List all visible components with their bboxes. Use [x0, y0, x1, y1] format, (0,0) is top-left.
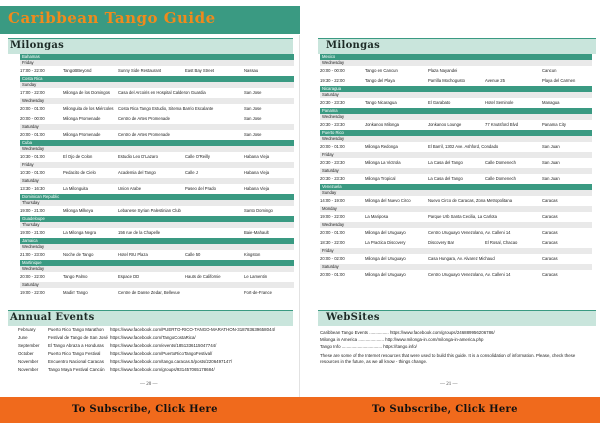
- milonga-cell: Caracas: [542, 214, 558, 219]
- milonga-cell: El Rosal, Chacao: [485, 240, 518, 245]
- milonga-cell: Le Lamentin: [244, 274, 268, 279]
- milonga-cell: 20:00 - 01:00: [320, 272, 345, 277]
- milonga-cell: 21:00 - 23:00: [20, 252, 45, 257]
- milonga-cell: San Jose: [244, 116, 262, 121]
- milonga-cell: Calle Domenech: [485, 176, 516, 181]
- milonga-row: [320, 76, 592, 86]
- milongas-table-right: [320, 54, 592, 280]
- day-label: Saturday: [320, 92, 592, 98]
- guide-title: Caribbean Tango Guide: [8, 9, 216, 27]
- milonga-cell: La Milonga Negra: [63, 230, 97, 235]
- milonga-cell: Santo Domingo: [244, 208, 273, 213]
- day-label: Friday: [320, 152, 592, 158]
- milonga-cell: Costa Rica Tango Estudio, Sitema Barrio Escalante: [118, 106, 214, 111]
- day-label: Wednesday: [20, 244, 294, 250]
- region-header: Venezuela: [320, 184, 592, 190]
- milonga-cell: Centro de Artes Promenade: [118, 116, 170, 121]
- annual-event-cell: October: [18, 351, 34, 356]
- region-header: Jamaica: [20, 238, 294, 244]
- milonga-cell: San Jose: [244, 106, 262, 111]
- milonga-cell: Caracas: [542, 198, 558, 203]
- milonga-cell: Calle 50: [185, 252, 201, 257]
- subscribe-button-left[interactable]: To Subscribe, Click Here: [72, 404, 218, 415]
- day-label: Wednesday: [320, 114, 592, 120]
- day-label: Wednesday: [320, 60, 592, 66]
- milonga-cell: 20:30 - 23:30: [320, 122, 345, 127]
- milonga-cell: 14:00 - 19:00: [320, 198, 345, 203]
- milonga-cell: Cancun: [542, 68, 557, 73]
- milonga-cell: 10:30 - 01:00: [20, 154, 45, 159]
- milonga-cell: Fort-de-France: [244, 290, 272, 295]
- milonga-row: [20, 130, 294, 140]
- milonga-row: [20, 228, 294, 238]
- day-label: Friday: [20, 162, 294, 168]
- milonga-cell: El Barril, 1302 Ave. Ashford, Condado: [428, 144, 499, 149]
- milonga-cell: Habana Vieja: [244, 170, 270, 175]
- milonga-cell: Baie-Mahault: [244, 230, 269, 235]
- milonga-cell: Caracas: [542, 230, 558, 235]
- milonga-cell: Nuevo Circo de Caracas, Zona Metropolitana: [428, 198, 513, 203]
- region-header: Cuba: [20, 140, 294, 146]
- milonga-cell: Caracas: [542, 240, 558, 245]
- milonga-cell: Milonguita de los Miércoles: [63, 106, 114, 111]
- milonga-cell: 19:30 - 22:00: [320, 78, 345, 83]
- milonga-row: [20, 184, 294, 194]
- milonga-cell: Milonga del Nuevo Circo: [365, 198, 411, 203]
- annual-event-cell: Festival de Tango de San José: [48, 335, 108, 340]
- milonga-cell: 20:30 - 23:30: [320, 160, 345, 165]
- website-link[interactable]: Milonga in America ..................... http://www.milonga-in.com/milonga-in-america.php: [320, 337, 484, 342]
- milonga-cell: Managua: [542, 100, 560, 105]
- milonga-cell: 20:00 - 01:00: [20, 106, 45, 111]
- milonga-cell: Espace DD: [118, 274, 140, 279]
- milonga-cell: Centre de Danse Zedar, Bellevue: [118, 290, 180, 295]
- day-label: Saturday: [20, 282, 294, 288]
- milonga-cell: 77 Knutsford Blvd: [485, 122, 519, 127]
- milonga-row: [20, 168, 294, 178]
- milonga-cell: Milonga del Uruguayo: [365, 272, 406, 277]
- milonga-row: [320, 98, 592, 108]
- milonga-row: [320, 158, 592, 168]
- annual-event-link[interactable]: https://www.facebook.com/events/1851336115047744/: [110, 343, 217, 348]
- annual-event-cell: September: [18, 343, 40, 348]
- milonga-row: [320, 238, 592, 248]
- milonga-cell: Centro Uruguayo Venezolano, Av. Calleni 14: [428, 272, 511, 277]
- annual-event-cell: June: [18, 335, 28, 340]
- milonga-cell: Sunny Side Restaurant: [118, 68, 162, 73]
- milonga-cell: Centro Uruguayo Venezolano, Av. Calleni 14: [428, 230, 511, 235]
- day-label: Wednesday: [320, 222, 592, 228]
- milonga-cell: Calle Domenech: [485, 160, 516, 165]
- milonga-cell: 20:30 - 23:30: [320, 100, 345, 105]
- milonga-cell: Parque Urb Santa Cecilia, La Carlota: [428, 214, 497, 219]
- milonga-cell: Plaza Nayandei: [428, 68, 458, 73]
- milonga-cell: Nassau: [244, 68, 259, 73]
- annual-event-link[interactable]: https://www.facebook.com/tango.caracas.5/posts/2206497147/: [110, 359, 233, 364]
- day-label: Saturday: [20, 124, 294, 130]
- milonga-row: [320, 196, 592, 206]
- milonga-cell: Milonga Milkeya: [63, 208, 94, 213]
- day-label: Friday: [320, 248, 592, 254]
- milonga-cell: San Juan: [542, 144, 560, 149]
- milonga-row: [20, 272, 294, 282]
- subscribe-button-right[interactable]: To Subscribe, Click Here: [372, 404, 518, 415]
- milonga-cell: Noche de Tango: [63, 252, 94, 257]
- milonga-row: [320, 254, 592, 264]
- milonga-cell: Academia del Tango: [118, 170, 156, 175]
- annual-event-cell: November: [18, 359, 39, 364]
- milonga-row: [20, 206, 294, 216]
- milonga-cell: El Garabato: [428, 100, 451, 105]
- milonga-cell: Hauts de Californie: [185, 274, 221, 279]
- region-header: Nicaragua: [320, 86, 592, 92]
- day-label: Saturday: [20, 178, 294, 184]
- milonga-cell: Tango Nicaragua: [365, 100, 397, 105]
- annual-event-link[interactable]: https://www.facebook.com/PuertoRicoTangoFestival/: [110, 351, 213, 356]
- milonga-cell: Madin' Tango: [63, 290, 88, 295]
- milonga-cell: 10:30 - 01:00: [20, 170, 45, 175]
- annual-event-cell: Puerto Rico Tango Marathon: [48, 327, 104, 332]
- annual-event-link[interactable]: https://www.facebook.com/PUERTO-RICO-TANGO-MARATHON-318783639658044/: [110, 327, 276, 332]
- milonga-cell: 19:00 - 21:00: [20, 230, 45, 235]
- milonga-cell: Avenue 25: [485, 78, 505, 83]
- milonga-cell: 20:00 - 01:00: [20, 132, 45, 137]
- annual-events-title: Annual Events: [10, 312, 95, 323]
- milonga-cell: 19:00 - 22:00: [320, 214, 345, 219]
- milonga-cell: Jonkanoo Milonga: [365, 122, 399, 127]
- region-header: Bahamas: [20, 54, 294, 60]
- page-number-left: — 20 —: [140, 382, 158, 387]
- milonga-cell: Hotel Seminole: [485, 100, 514, 105]
- milonga-cell: Hotel RIU Plaza: [118, 252, 148, 257]
- milonga-cell: 19:00 - 22:00: [20, 290, 45, 295]
- milonga-cell: Tango en Cancun: [365, 68, 398, 73]
- milonga-cell: Parrilla Mochogusto: [428, 78, 466, 83]
- milonga-cell: 19:00 - 21:00: [20, 208, 45, 213]
- milonga-cell: Paseo del Prado: [185, 186, 216, 191]
- milonga-cell: Milonga Redonga: [365, 144, 398, 149]
- milonga-cell: San Jose: [244, 132, 262, 137]
- milonga-cell: Estudio Leo D'Lazaro: [118, 154, 158, 159]
- milonga-cell: Discovery Bar: [428, 240, 455, 245]
- milonga-cell: San Jose: [244, 90, 262, 95]
- milonga-cell: San Juan: [542, 160, 560, 165]
- milonga-cell: 20:00 - 01:00: [320, 230, 345, 235]
- milonga-cell: 20:00 - 02:00: [320, 256, 345, 261]
- milonga-cell: Pedacito de Cielo: [63, 170, 96, 175]
- milonga-cell: Casa del Arcoiris en Hospital Calderon Guardia: [118, 90, 206, 95]
- day-label: Wednesday: [20, 98, 294, 104]
- milonga-cell: Milonga La Victrola: [365, 160, 401, 165]
- milonga-row: [320, 228, 592, 238]
- milonga-row: [20, 66, 294, 76]
- milonga-cell: Milonga Promenade: [63, 132, 101, 137]
- milonga-cell: La Casa del Tango: [428, 176, 463, 181]
- milonga-cell: Casa Hungara, Av. Alvarez Michaud: [428, 256, 495, 261]
- milonga-cell: 156 rue de la Chapelle: [118, 230, 161, 235]
- milonga-cell: 13:30 - 16:30: [20, 186, 45, 191]
- websites-note: These are some of the Internet resources that were used to build this guide. It is a consolidation of information. Please, check these resources in the future, as we all know - things change.: [320, 353, 576, 364]
- milongas-table-left: [20, 54, 294, 298]
- region-header: Dominican Republic: [20, 194, 294, 200]
- day-label: Saturday: [320, 168, 592, 174]
- milonga-cell: Panama City: [542, 122, 566, 127]
- website-link[interactable]: Tango Info ................................. https://tango.info/: [320, 344, 417, 349]
- milonga-cell: El Ojo de Colon: [63, 154, 93, 159]
- day-label: Thursday: [20, 222, 294, 228]
- day-label: Sunday: [20, 82, 294, 88]
- milonga-cell: East Bay Street: [185, 68, 215, 73]
- day-label: Saturday: [320, 264, 592, 270]
- page-number-right: — 21 —: [440, 382, 458, 387]
- annual-event-cell: February: [18, 327, 36, 332]
- milonga-row: [20, 250, 294, 260]
- milongas-title-left: Milongas: [10, 40, 65, 51]
- annual-event-cell: Tango Maya Festival Cancún: [48, 367, 105, 372]
- annual-event-cell: El Tango Abraza a Honduras: [48, 343, 104, 348]
- milongas-title-right: Milongas: [326, 40, 381, 51]
- milonga-row: [320, 270, 592, 280]
- milonga-cell: Jonkanoo Lounge: [428, 122, 462, 127]
- milonga-cell: Lebanese Syrian Palestinian Club: [118, 208, 181, 213]
- milonga-cell: San Juan: [542, 176, 560, 181]
- milonga-row: [20, 152, 294, 162]
- milonga-cell: 18:30 - 22:00: [320, 240, 345, 245]
- milonga-cell: Tango Palmo: [63, 274, 88, 279]
- milonga-cell: La Casa del Tango: [428, 160, 463, 165]
- milonga-cell: Tango del Playa: [365, 78, 395, 83]
- milonga-cell: 20:00 - 01:00: [320, 144, 345, 149]
- milonga-cell: Union Arabe: [118, 186, 142, 191]
- top-band: [0, 0, 600, 35]
- milonga-cell: Centro de Artes Promenade: [118, 132, 170, 137]
- milonga-cell: 20:00 - 22:00: [20, 274, 45, 279]
- annual-event-link[interactable]: https://www.facebook.com/groups/931457065178684/: [110, 367, 215, 372]
- milonga-row: [20, 104, 294, 114]
- milonga-cell: Calle J: [185, 170, 198, 175]
- websites-block: [320, 329, 590, 365]
- milonga-row: [320, 174, 592, 184]
- milonga-cell: TangoBBeyond: [63, 68, 92, 73]
- annual-event-cell: Puerto Rico Tango Festival: [48, 351, 101, 356]
- milonga-row: [20, 114, 294, 124]
- milonga-cell: 20:30 - 23:30: [320, 176, 345, 181]
- milonga-cell: La Milonguita: [63, 186, 88, 191]
- milonga-cell: 20:00 - 00:00: [20, 116, 45, 121]
- milonga-cell: Habana Vieja: [244, 186, 270, 191]
- annual-event-cell: Encuentro Nacional Caracas: [48, 359, 104, 364]
- milonga-cell: Caracas: [542, 272, 558, 277]
- milonga-cell: Milonga del Uruguayo: [365, 230, 406, 235]
- milonga-cell: Kingston: [244, 252, 261, 257]
- milonga-cell: Caracas: [542, 256, 558, 261]
- milonga-cell: Playa del Carmen: [542, 78, 576, 83]
- milonga-row: [320, 120, 592, 130]
- milonga-row: [320, 142, 592, 152]
- region-header: Panama: [320, 108, 592, 114]
- milonga-row: [320, 66, 592, 76]
- milonga-cell: Calle O'Reilly: [185, 154, 211, 159]
- milonga-cell: Habana Vieja: [244, 154, 270, 159]
- milonga-cell: La Mariposa: [365, 214, 389, 219]
- milonga-cell: La Practica Discovery: [365, 240, 406, 245]
- region-header: Guadeloupe: [20, 216, 294, 222]
- milonga-cell: 17:00 - 22:00: [20, 90, 45, 95]
- milonga-row: [20, 88, 294, 98]
- milonga-cell: 17:00 - 22:00: [20, 68, 45, 73]
- milonga-cell: Milonga de los Domingos: [63, 90, 111, 95]
- annual-event-cell: November: [18, 367, 39, 372]
- milonga-cell: Milonga del Uruguayo: [365, 256, 406, 261]
- day-label: Wednesday: [20, 266, 294, 272]
- milonga-cell: 20:00 - 00:00: [320, 68, 345, 73]
- region-header: Martinique: [20, 260, 294, 266]
- day-label: Wednesday: [20, 146, 294, 152]
- milonga-cell: Milonga Tropical: [365, 176, 396, 181]
- day-label: Thursday: [20, 200, 294, 206]
- milonga-cell: Milonga Promenade: [63, 116, 101, 121]
- region-header: Costa Rica: [20, 76, 294, 82]
- region-header: Mexico: [320, 54, 592, 60]
- day-label: Wednesday: [320, 136, 592, 142]
- milonga-row: [20, 288, 294, 298]
- day-label: Friday: [20, 60, 294, 66]
- region-header: Puerto Rico: [320, 130, 592, 136]
- day-label: Monday: [320, 206, 592, 212]
- milonga-row: [320, 212, 592, 222]
- websites-title: WebSites: [326, 312, 380, 323]
- day-label: Sunday: [320, 190, 592, 196]
- website-link[interactable]: Caribbean Tango Events ................ https://www.facebook.com/groups/246889956206786/: [320, 330, 495, 335]
- annual-event-link[interactable]: https://www.facebook.com/TangoCostaRica/: [110, 335, 196, 340]
